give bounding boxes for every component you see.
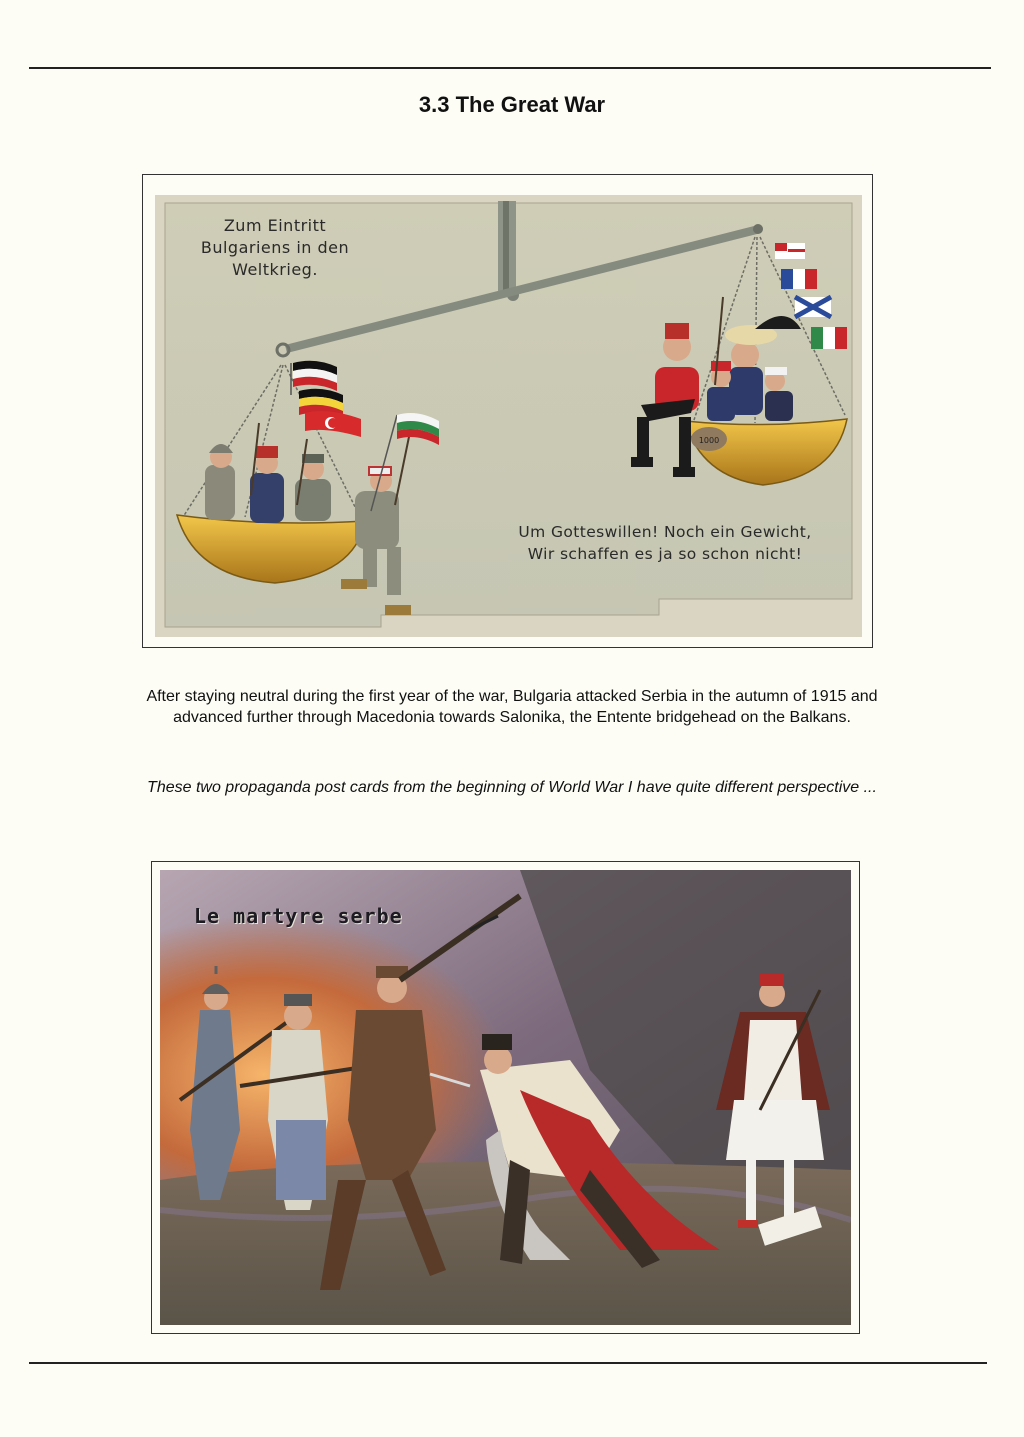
description-line: advanced further through Macedonia towards Salonika, the Entente bridgehead on the Balkans. <box>173 709 851 726</box>
postcard-frame-2 <box>151 861 860 1334</box>
page-title: 3.3 The Great War <box>418 92 606 117</box>
card1-caption-bottom <box>475 521 855 565</box>
postcard-frame-1 <box>142 174 873 648</box>
card1-caption-line: Bulgariens in den <box>200 238 350 257</box>
money-sack-label: 1000 <box>698 436 720 445</box>
card1-caption-line: Zum Eintritt <box>223 216 327 235</box>
postcard-martyre-serbe <box>160 870 851 1325</box>
bottom-rule <box>29 1362 987 1364</box>
card2-title: Le martyre serbe <box>194 904 403 928</box>
top-rule <box>29 67 991 69</box>
description-paragraph <box>0 686 1024 728</box>
battle-illustration <box>160 870 851 1325</box>
description-line: After staying neutral during the first year of the war, Bulgaria attacked Serbia in the autumn of 1915 and <box>146 688 878 705</box>
card1-caption-line: Um Gotteswillen! Noch ein Gewicht, <box>518 523 812 541</box>
card1-caption-line: Wir schaffen es ja so schon nicht! <box>527 545 803 563</box>
note-paragraph: These two propaganda post cards from the beginning of World War I have quite different perspective ... <box>147 779 877 796</box>
card1-caption-top <box>175 215 375 281</box>
postcard-scale-cartoon <box>155 195 862 637</box>
card1-caption-line: Weltkrieg. <box>232 260 318 279</box>
